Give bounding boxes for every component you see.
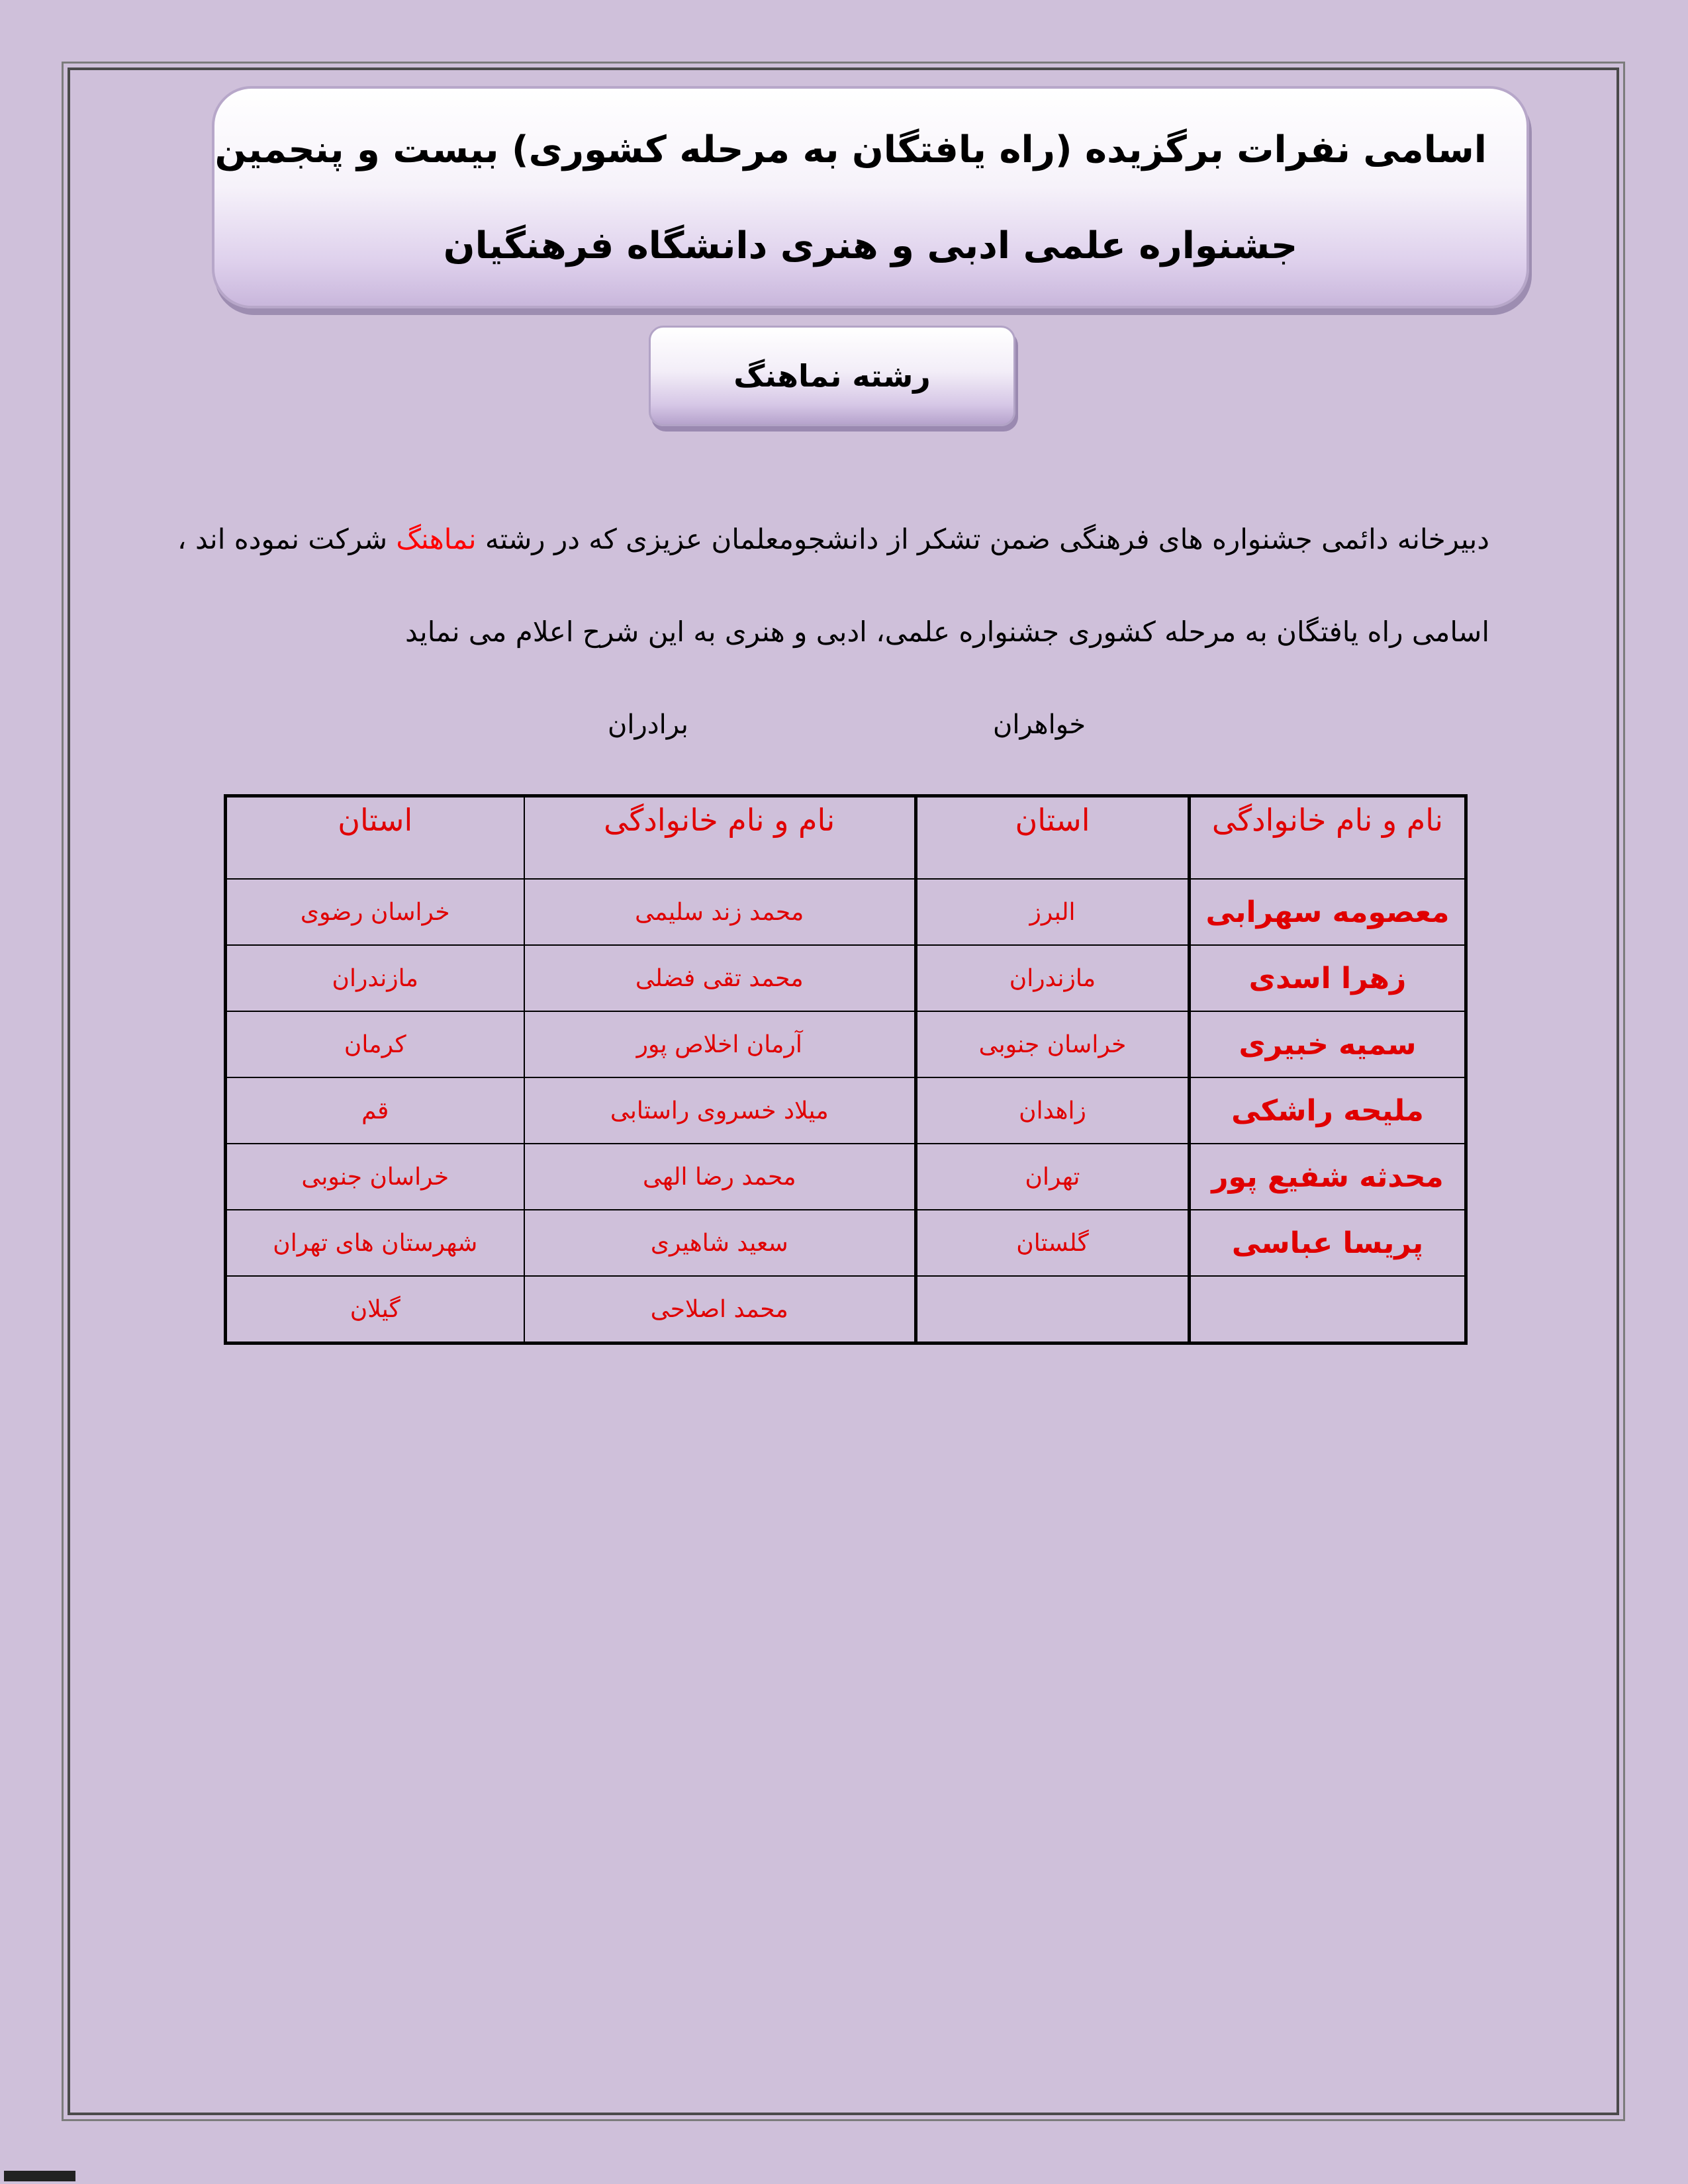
intro-text-after: شرکت نموده اند ،	[177, 523, 397, 555]
title-line-1: اسامی نفرات برگزیده (راه یافتگان به مرحله کشوری) بیست و پنجمین	[214, 128, 1487, 171]
intro-highlight-category: نماهنگ	[396, 523, 477, 555]
cell-brother-name: محمد زند سلیمی	[524, 879, 916, 945]
cell-sister-name: سمیه خبیری	[1190, 1011, 1466, 1077]
cell-brother-name: محمد اصلاحی	[524, 1276, 916, 1343]
group-label-sisters: خواهران	[993, 709, 1086, 740]
table-row	[226, 1077, 1466, 1144]
cell-sister-name	[1190, 1276, 1466, 1343]
cell-brother-name: آرمان اخلاص پور	[524, 1011, 916, 1077]
title-banner	[212, 86, 1529, 308]
header-sister-name: نام و نام خانوادگی	[1190, 796, 1466, 880]
cell-sister-name: معصومه سهرابی	[1190, 879, 1466, 945]
category-banner	[649, 326, 1015, 426]
cell-sister-province: البرز	[916, 879, 1190, 945]
cell-brother-name: محمد تقی فضلی	[524, 945, 916, 1011]
cell-brother-province: قم	[226, 1077, 524, 1144]
table-row	[226, 1144, 1466, 1210]
table-header-row	[226, 796, 1466, 880]
cell-sister-province	[916, 1276, 1190, 1343]
cell-sister-province: تهران	[916, 1144, 1190, 1210]
cell-brother-province: گیلان	[226, 1276, 524, 1343]
winners-table-body	[226, 879, 1466, 1343]
watermark-logo	[4, 2171, 75, 2181]
intro-paragraph-line-1	[177, 523, 1489, 555]
header-brother-province: استان	[226, 796, 524, 880]
group-label-brothers: برادران	[608, 709, 688, 740]
intro-paragraph-line-2: اسامی راه یافتگان به مرحله کشوری جشنواره علمی، ادبی و هنری به این شرح اعلام می نماید	[405, 615, 1489, 648]
cell-sister-province: زاهدان	[916, 1077, 1190, 1144]
cell-brother-name: میلاد خسروی راستابی	[524, 1077, 916, 1144]
category-title: رشته نماهنگ	[733, 358, 931, 394]
cell-sister-name: زهرا اسدی	[1190, 945, 1466, 1011]
cell-sister-name: ملیحه راشکی	[1190, 1077, 1466, 1144]
cell-brother-province: کرمان	[226, 1011, 524, 1077]
header-sister-province: استان	[916, 796, 1190, 880]
cell-brother-name: سعید شاهیری	[524, 1210, 916, 1276]
winners-table	[224, 794, 1468, 1345]
cell-sister-name: محدثه شفیع پور	[1190, 1144, 1466, 1210]
cell-sister-province: گلستان	[916, 1210, 1190, 1276]
cell-brother-province: مازندران	[226, 945, 524, 1011]
table-row	[226, 1276, 1466, 1343]
cell-sister-province: مازندران	[916, 945, 1190, 1011]
table-row	[226, 945, 1466, 1011]
cell-brother-province: خراسان رضوی	[226, 879, 524, 945]
cell-sister-name: پریسا عباسی	[1190, 1210, 1466, 1276]
table-row	[226, 1011, 1466, 1077]
title-line-2: جشنواره علمی ادبی و هنری دانشگاه فرهنگیان	[443, 224, 1298, 267]
cell-brother-province: شهرستان های تهران	[226, 1210, 524, 1276]
table-row	[226, 879, 1466, 945]
intro-text-before: دبیرخانه دائمی جشنواره های فرهنگی ضمن تشکر از دانشجومعلمان عزیزی که در رشته	[476, 523, 1489, 555]
cell-brother-name: محمد رضا الهی	[524, 1144, 916, 1210]
cell-brother-province: خراسان جنوبی	[226, 1144, 524, 1210]
cell-sister-province: خراسان جنوبی	[916, 1011, 1190, 1077]
table-row	[226, 1210, 1466, 1276]
header-brother-name: نام و نام خانوادگی	[524, 796, 916, 880]
